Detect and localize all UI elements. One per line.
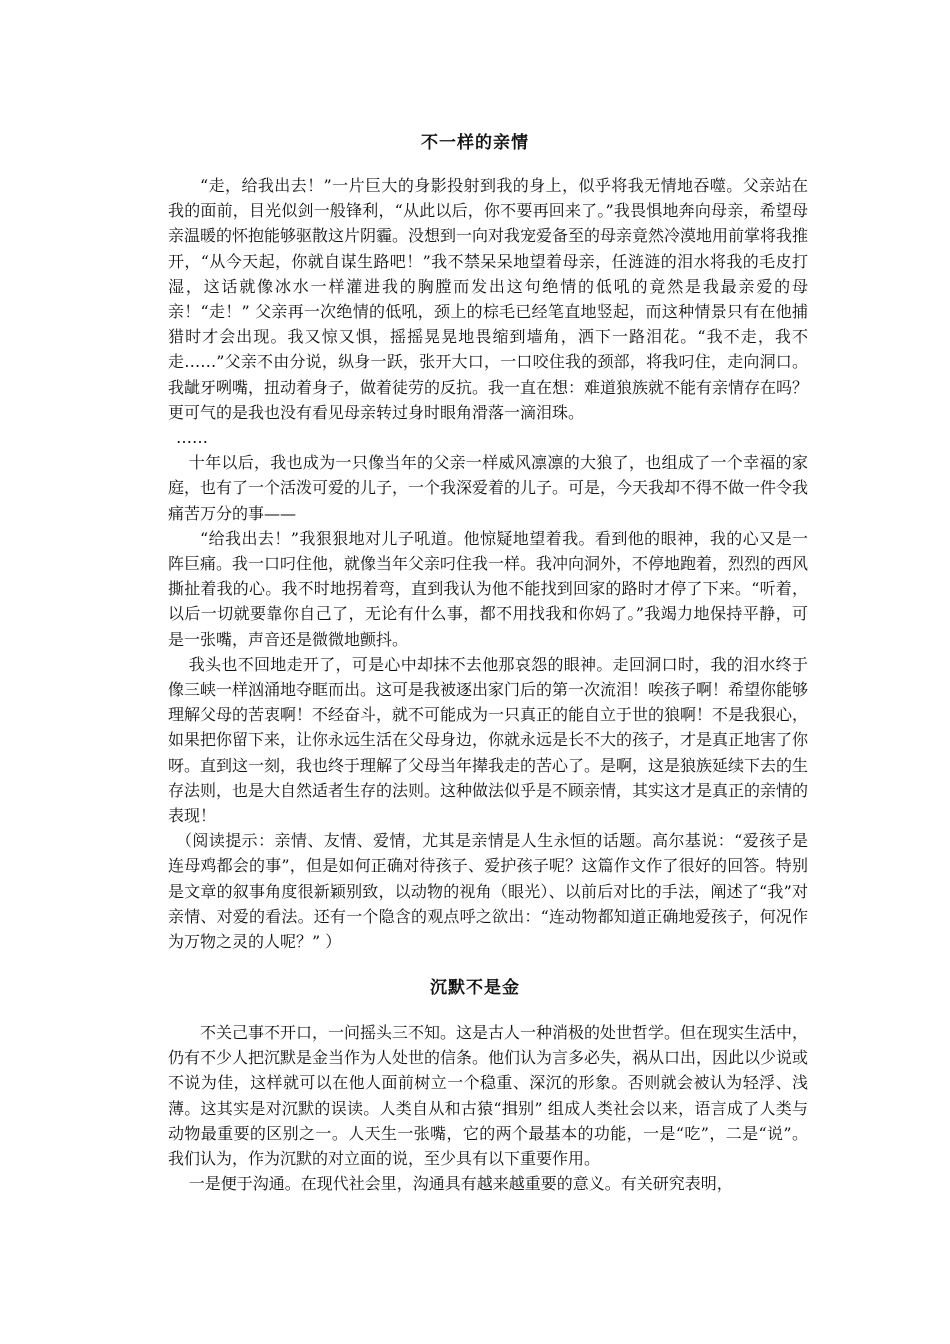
paragraph: 一是便于沟通。在现代社会里，沟通具有越来越重要的意义。有关研究表明， — [188, 1174, 733, 1194]
essay-title: 不一样的亲情 — [421, 133, 529, 153]
paragraph: 我头也不回地走开了，可是心中却抹不去他那哀怨的眼神。走回洞口时，我的泪水终于像三峡一样汹涌地夺眶而出。这可是我被逐出家门后的第一次流泪！唉孩子啊！希望你能够理解父母的苦衷啊！不经奋斗，就不可能成为一只真正的能自立于世的狼啊！不是我狠心，如果把你留下来，让你永远生活在父母身边，你就永远是长不大的孩子，才是真正地害了你呀。直到这一刻，我也终于理解了父母当年撵我走的苦心了。是啊，这是狼族延续下去的生存法则，也是大自然适者生存的法则。这种做法似乎是不顾亲情，其实这才是真正的亲情的表现！ — [168, 654, 809, 826]
reading-tip-paragraph: （阅读提示：亲情、友情、爱情，尤其是亲情是人生永恒的话题。高尔基说：“爱孩子是连母鸡都会的事”，但是如何正确对待孩子、爱护孩子呢？这篇作文作了很好的回答。特别是文章的叙事角度很新颖别致，以动物的视角（眼光）、以前后对比的手法，阐述了“我”对亲情、对爱的看法。还有一个隐含的观点呼之欲出：“连动物都知道正确地爱孩子，何况作为万物之灵的人呢？” ） — [168, 831, 808, 952]
essay-body — [168, 173, 808, 954]
ellipsis-paragraph: …… — [176, 428, 208, 448]
essay-body — [168, 1020, 808, 1196]
paragraph: 十年以后，我也成为一只像当年的父亲一样威风凛凛的大狼了，也组成了一个幸福的家庭，也有了一个活泼可爱的儿子，一个我深爱着的儿子。可是，今天我却不得不做一件令我痛苦万分的事—— — [168, 453, 809, 523]
paragraph: “走，给我出去！”一片巨大的身影投射到我的身上，似乎将我无情地吞噬。父亲站在我的面前，目光似剑一般锋利，“从此以后，你不要再回来了。”我畏惧地奔向母亲，希望母亲温暖的怀抱能够驱散这片阴霾。没想到一向对我宠爱备至的母亲竟然冷漠地用前掌将我推开，“从今天起，你就自谋生路吧！”我不禁呆呆地望着母亲，任涟涟的泪水将我的毛皮打湿，这话就像冰水一样灌进我的胸膛而发出这句绝情的低吼的竟然是我最亲爱的母亲！“走！” 父亲再一次绝情的低吼，颈上的棕毛已经笔直地竖起，而这种情景只有在他捕猎时才会出现。我又惊又惧，摇摇晃晃地畏缩到墙角，洒下一路泪花。“我不走，我不走……”父亲不由分说，纵身一跃，张开大口，一口咬住我的颈部，将我叼住，走向洞口。我龇牙咧嘴，扭动着身子，做着徒劳的反抗。我一直在想：难道狼族就不能有亲情存在吗？更可气的是我也没有看见母亲转过身时眼角滑落一滴泪珠。 — [168, 176, 809, 422]
paragraph: 不关己事不开口，一问摇头三不知。这是古人一种消极的处世哲学。但在现实生活中，仍有不少人把沉默是金当作为人处世的信条。他们认为言多必失，祸从口出，因此以少说或不说为佳，这样就可以在他人面前树立一个稳重、深沉的形象。否则就会被认为轻浮、浅薄。这其实是对沉默的误读。人类自从和古猿“揖别” 组成人类社会以来，语言成了人类与动物最重要的区别之一。人天生一张嘴，它的两个最基本的功能，一是“吃”，二是“说”。我们认为，作为沉默的对立面的说，至少具有以下重要作用。 — [168, 1023, 809, 1169]
essay-title: 沉默不是金 — [430, 978, 520, 998]
paragraph: “给我出去！”我狠狠地对儿子吼道。他惊疑地望着我。看到他的眼神，我的心又是一阵巨痛。我一口叼住他，就像当年父亲叼住我一样。我冲向洞外，不停地跑着，烈烈的西风撕扯着我的心。我不时地拐着弯，直到我认为他不能找到回家的路时才停了下来。“听着，以后一切就要靠你自己了，无论有什么事，都不用找我和你妈了。”我竭力地保持平静，可是一张嘴，声音还是微微地颤抖。 — [168, 528, 809, 649]
